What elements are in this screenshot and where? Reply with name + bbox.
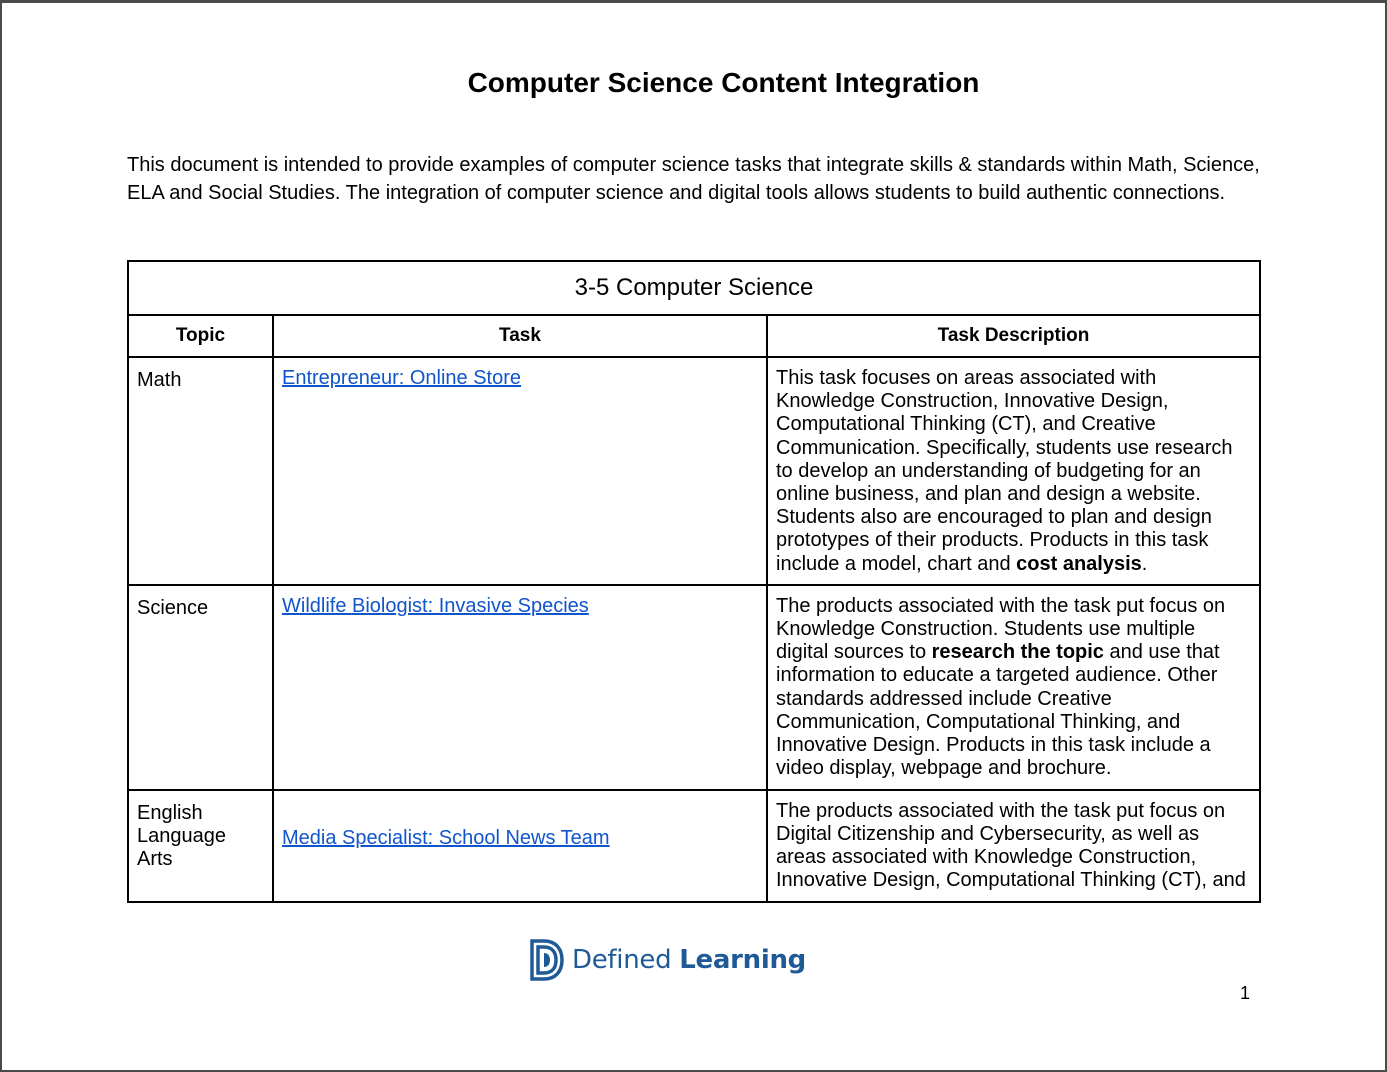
- topic-label: Math: [137, 369, 182, 391]
- description-text-end: and use that information to educate a targeted audience. Other standards addressed include Creative Communication, Computational Thinking, and Innovative Design. Products in this task include a video display, webpage and brochure.: [776, 641, 1220, 780]
- task-link-entrepreneur-online-store[interactable]: Entrepreneur: Online Store: [282, 367, 522, 389]
- topic-label: English Language Arts: [137, 801, 226, 870]
- task-description-cell: [767, 585, 1260, 790]
- cs-integration-table: [127, 260, 1261, 903]
- column-header-task: Task: [273, 315, 767, 357]
- column-header-task-description: Task Description: [767, 315, 1260, 357]
- task-description-cell: [767, 790, 1260, 902]
- document-title: Computer Science Content Integration: [467, 67, 980, 98]
- table-heading: 3-5 Computer Science: [128, 261, 1260, 315]
- description-text: The products associated with the task put focus on Knowledge Construction. Students use multiple digital sources to: [776, 594, 1226, 664]
- task-description-cell: [767, 357, 1260, 585]
- task-cell: [273, 585, 767, 790]
- brand-word-learning: Learning: [679, 945, 806, 975]
- description-text: This task focuses on areas associated with Knowledge Construction, Innovative Design, Computational Thinking (CT), and Creative Communication. Specifically, students use research to develop an understanding of budgeting for an online business, and plan and design a website. Students also are encouraged to plan and design prototypes of their products. Products in this task include a model, chart and: [776, 367, 1233, 575]
- description-bold-text: cost analysis: [1016, 552, 1142, 575]
- description-bold-text: research the topic: [931, 641, 1104, 664]
- topic-cell: [128, 357, 273, 585]
- task-cell: [273, 357, 767, 585]
- description-text: The products associated with the task put focus on Digital Citizenship and Cybersecurity, as well as areas associated with Knowledge Construction, Innovative Design, Computational Thinking (CT), and: [776, 799, 1246, 892]
- task-link-wildlife-biologist-invasive-species[interactable]: Wildlife Biologist: Invasive Species: [282, 594, 589, 617]
- brand-logo: [530, 938, 806, 982]
- task-link-media-specialist-school-news-team[interactable]: Media Specialist: School News Team: [282, 827, 610, 850]
- topic-label: Science: [137, 596, 209, 619]
- table-row: [128, 790, 1260, 902]
- column-header-topic: Topic: [128, 315, 273, 357]
- brand-word-defined: Defined: [572, 945, 672, 975]
- topic-cell: [128, 790, 273, 902]
- description-text-end: .: [1141, 552, 1148, 575]
- brand-name: [572, 945, 806, 975]
- intro-paragraph: This document is intended to provide examples of computer science tasks that integrate skills & standards within Math, Science, ELA and Social Studies. The integration of computer science and digital tools allows students to build authentic connections.: [127, 154, 1260, 204]
- defined-learning-logo-icon: [530, 939, 564, 981]
- page-number: 1: [1240, 983, 1251, 1003]
- table-row: [128, 357, 1260, 585]
- task-cell: [273, 790, 767, 902]
- topic-cell: [128, 585, 273, 790]
- table-row: [128, 585, 1260, 790]
